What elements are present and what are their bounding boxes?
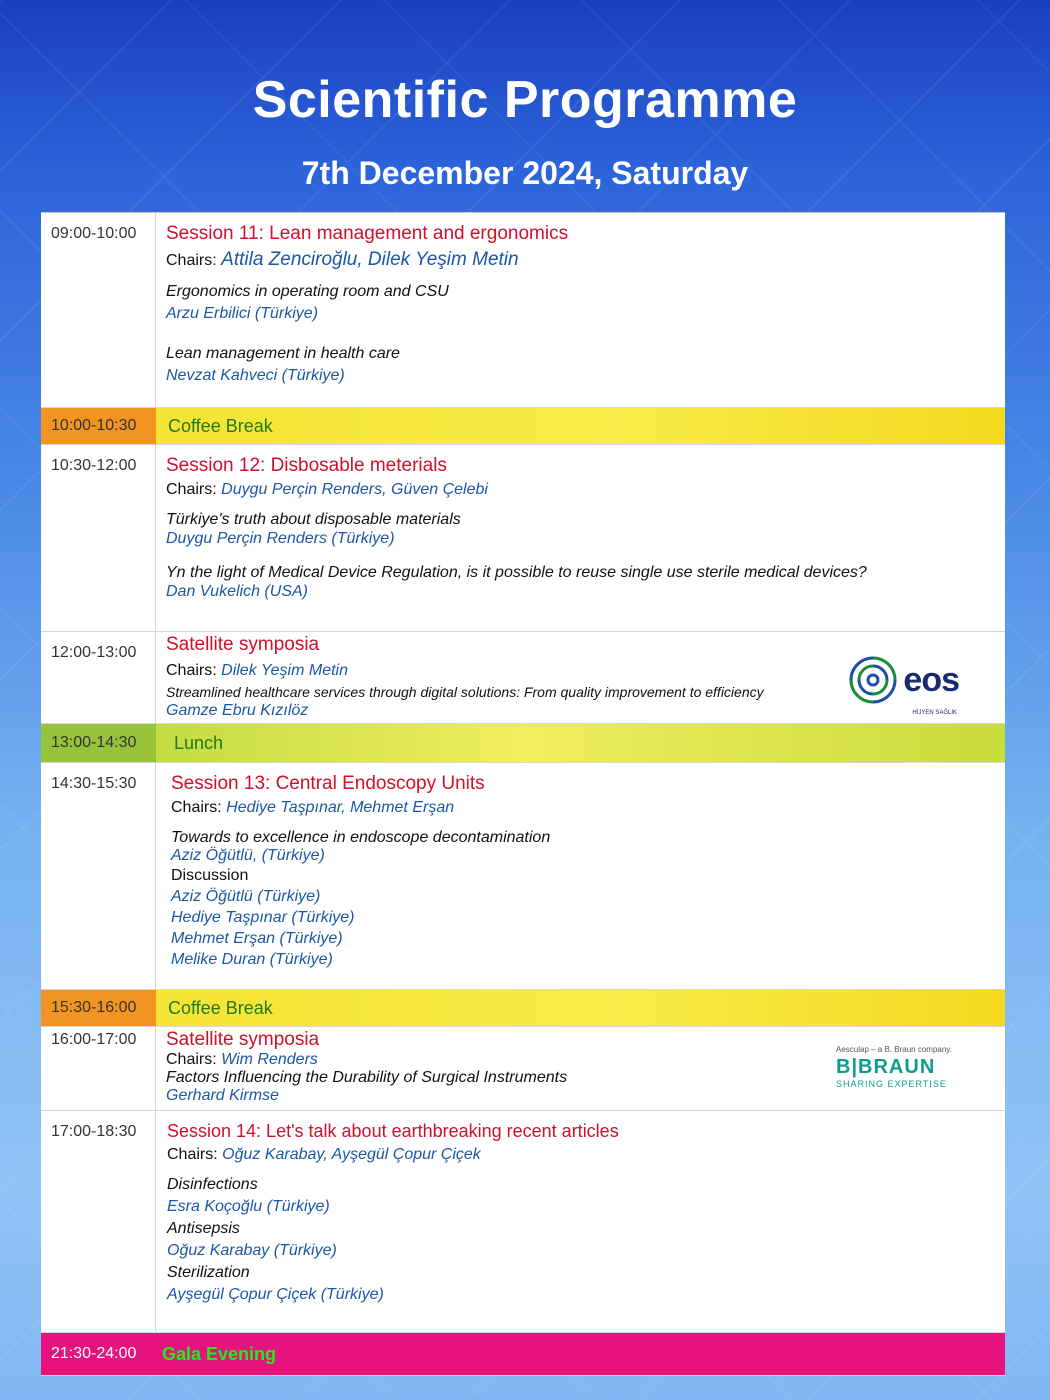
break-label: Gala Evening: [162, 1343, 277, 1364]
session-title: Session 13: Central Endoscopy Units: [171, 773, 485, 794]
bbraun-tagline: Aesculap – a B. Braun company.: [836, 1045, 952, 1054]
time-cell: 12:00-13:00: [41, 632, 156, 723]
session-title: Session 11: Lean management and ergonomics: [166, 223, 569, 244]
talk-title: Towards to excellence in endoscope decontamination: [171, 829, 551, 846]
session-11-content: [156, 213, 1005, 407]
chairs-names: Oğuz Karabay, Ayşegül Çopur Çiçek: [222, 1146, 481, 1163]
talk-speaker: Gamze Ebru Kızılöz: [166, 702, 309, 719]
gala-evening-row: [41, 1333, 1005, 1376]
talk-title: Türkiye's truth about disposable materials: [166, 511, 461, 528]
talk-speaker: Dan Vukelich (USA): [166, 583, 308, 600]
time-cell: 13:00-14:30: [41, 724, 156, 762]
eos-wordmark: eos: [903, 660, 959, 699]
talk-title: Ergonomics in operating room and CSU: [166, 283, 449, 300]
programme-table: [41, 212, 1005, 1376]
chairs-label: Chairs:: [171, 799, 222, 816]
coffee-break-row: [41, 990, 1005, 1027]
talk-title: Lean management in health care: [166, 345, 400, 362]
chairs-names: Wim Renders: [221, 1051, 318, 1068]
eos-logo: [847, 654, 959, 716]
talk-speaker: Duygu Perçin Renders (Türkiye): [166, 530, 395, 547]
time-cell: 09:00-10:00: [41, 213, 156, 407]
chairs-label: Chairs:: [166, 1051, 217, 1068]
satellite-content: [156, 632, 1005, 723]
session-14-row: [41, 1111, 1005, 1333]
session-13-row: [41, 763, 1005, 990]
lunch-row: [41, 724, 1005, 763]
break-label: Coffee Break: [168, 997, 273, 1018]
session-title: Session 14: Let's talk about earthbreaking recent articles: [167, 1121, 619, 1141]
talk-title: Yn the light of Medical Device Regulation, is it possible to reuse single use sterile medical devices?: [166, 564, 867, 581]
satellite-symposia-row: [41, 632, 1005, 724]
talk-speaker: Esra Koçoğlu (Türkiye): [167, 1198, 330, 1215]
time-cell: 10:00-10:30: [41, 408, 156, 444]
chairs-names: Dilek Yeşim Metin: [221, 662, 348, 679]
bbraun-logo: [836, 1045, 971, 1089]
session-14-content: [156, 1111, 1005, 1332]
coffee-break-row: [41, 408, 1005, 445]
talk-title: Antisepsis: [167, 1220, 240, 1237]
eos-swirl-icon: [847, 654, 899, 706]
satellite-content: [156, 1027, 1005, 1110]
chairs-label: Chairs:: [166, 481, 217, 498]
talk-title: Disinfections: [167, 1176, 258, 1193]
time-cell: 15:30-16:00: [41, 990, 156, 1026]
chairs-names: Hediye Taşpınar, Mehmet Erşan: [226, 799, 455, 816]
talk-title: Factors Influencing the Durability of Surgical Instruments: [166, 1069, 568, 1086]
session-12-row: [41, 445, 1005, 632]
break-label: Lunch: [174, 732, 224, 753]
time-cell: 21:30-24:00: [51, 1345, 137, 1362]
panel-speaker: Aziz Öğütlü (Türkiye): [171, 888, 321, 905]
chairs-line: [167, 1146, 1005, 1164]
time-cell: 16:00-17:00: [41, 1027, 156, 1110]
talk-title: Sterilization: [167, 1264, 250, 1281]
page-date: 7th December 2024, Saturday: [301, 155, 749, 191]
satellite-symposia-row: [41, 1027, 1005, 1111]
time-cell: 14:30-15:30: [41, 763, 156, 989]
talk-title: Streamlined healthcare services through digital solutions: From quality improvement to efficiency: [166, 684, 764, 700]
chairs-line: [166, 481, 1005, 499]
session-title: Satellite symposia: [166, 1029, 320, 1050]
chairs-label: Chairs:: [167, 1146, 218, 1163]
break-label: Coffee Break: [168, 415, 273, 436]
chairs-names: Attila Zenciroğlu, Dilek Yeşim Metin: [221, 249, 519, 270]
talk-speaker: Oğuz Karabay (Türkiye): [167, 1242, 337, 1259]
talk-speaker: Ayşegül Çopur Çiçek (Türkiye): [167, 1286, 384, 1303]
bbraun-wordmark: B|BRAUN: [836, 1056, 936, 1078]
talk-speaker: Aziz Öğütlü, (Türkiye): [171, 847, 325, 864]
panel-speaker: Hediye Taşpınar (Türkiye): [171, 909, 355, 926]
session-12-content: [156, 445, 1005, 631]
talk-speaker: Arzu Erbilici (Türkiye): [166, 305, 319, 322]
bbraun-slogan: SHARING EXPERTISE: [836, 1079, 947, 1089]
panel-speaker: Mehmet Erşan (Türkiye): [171, 930, 343, 947]
time-cell: 17:00-18:30: [41, 1111, 156, 1332]
panel-speaker: Melike Duran (Türkiye): [171, 951, 333, 968]
chairs-label: Chairs:: [166, 662, 217, 679]
talk-speaker: Nevzat Kahveci (Türkiye): [166, 367, 345, 384]
talk-speaker: Gerhard Kirmse: [166, 1087, 279, 1104]
page-title: Scientific Programme: [252, 71, 798, 129]
session-11-row: [41, 213, 1005, 408]
session-title: Satellite symposia: [166, 634, 320, 655]
session-13-content: [156, 763, 1005, 989]
chairs-label: Chairs:: [166, 252, 217, 269]
discussion-label: Discussion: [171, 867, 249, 884]
chairs-line: [171, 799, 1005, 817]
chairs-names: Duygu Perçin Renders, Güven Çelebi: [221, 481, 488, 498]
eos-subtext: HİJYEN SAĞLIK: [912, 710, 957, 716]
time-cell: 10:30-12:00: [41, 445, 156, 631]
session-title: Session 12: Disbosable meterials: [166, 455, 447, 476]
chairs-line: [166, 249, 1005, 271]
